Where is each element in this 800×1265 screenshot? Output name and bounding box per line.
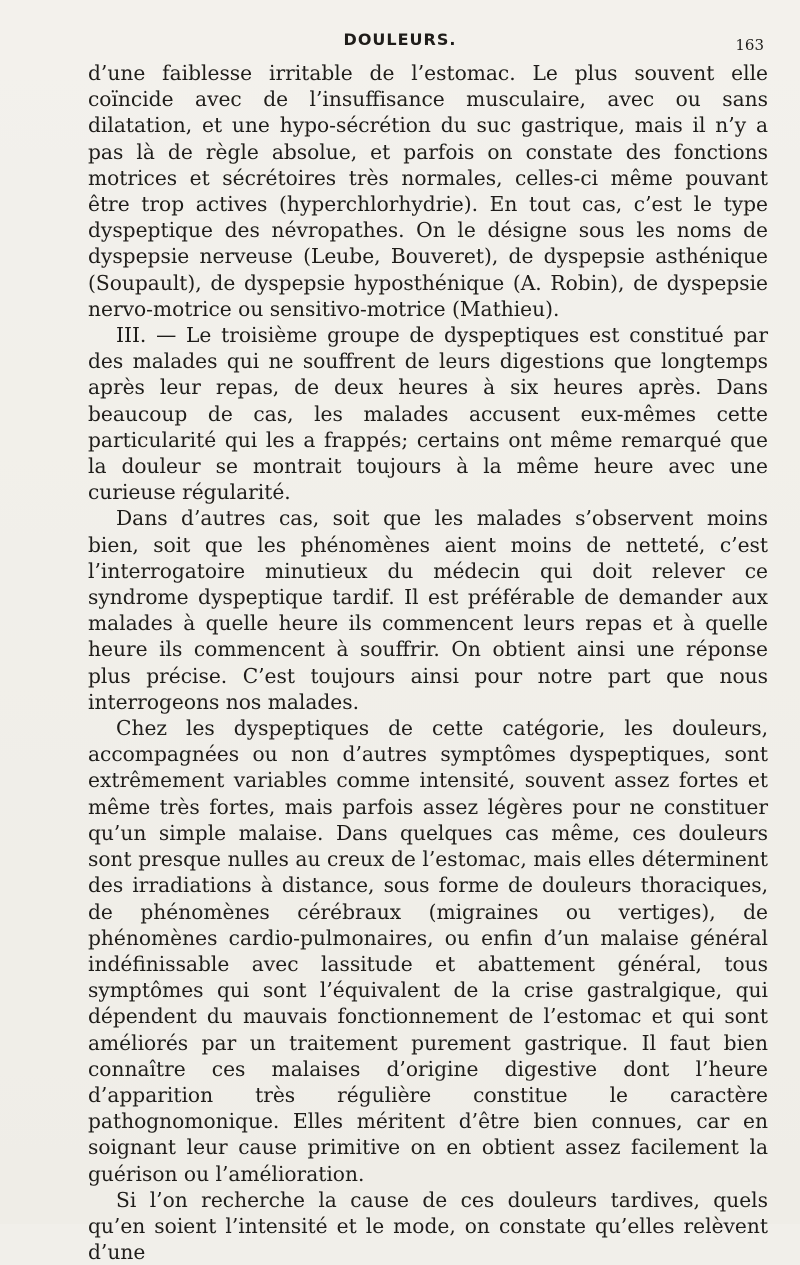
paragraph-1: d’une faiblesse irritable de l’estomac. Le plus souvent elle coïncide avec de l’insuffisance musculaire, avec ou sans dilatation, et une hypo-sécrétion du suc gastrique, mais il n’y a pas là de règle absolue, et parfois on constate des fonctions motrices et sécrétoires très normales, celles-ci même pouvant être trop actives (hyperchlorhydrie). En tout cas, c’est le type dyspeptique des névropathes. On le désigne sous les noms de dyspepsie nerveuse (Leube, Bouveret), de dyspepsie asthénique (Soupault), de dyspepsie hyposthénique (A. Robin), de dyspepsie nervo-motrice ou sensitivo-motrice (Mathieu). (88, 61, 768, 321)
running-title: DOULEURS. (343, 30, 457, 49)
paragraph-2: III. — Le troisième groupe de dyspeptiques est constitué par des malades qui ne souffrent de leurs digestions que longtemps après leur repas, de deux heures à six heures après. Dans beaucoup de cas, les malades accusent eux-mêmes cette particularité qui les a frappés; certains ont même remarqué que la douleur se montrait toujours à la même heure avec une curieuse régularité. (88, 323, 768, 505)
paragraph-3: Dans d’autres cas, soit que les malades s’observent moins bien, soit que les phénomènes aient moins de netteté, c’est l’interrogatoire minutieux du médecin qui doit relever ce syndrome dyspeptique tardif. Il est préférable de demander aux malades à quelle heure ils commencent leurs repas et à quelle heure ils commencent à souffrir. On obtient ainsi une réponse plus précise. C’est toujours ainsi pour notre part que nous interrogeons nos malades. (88, 506, 768, 714)
paragraph-4: Chez les dyspeptiques de cette catégorie, les douleurs, accompagnées ou non d’autres symptômes dyspeptiques, sont extrêmement variables comme intensité, souvent assez fortes et même très fortes, mais parfois assez légères pour ne constituer qu’un simple malaise. Dans quelques cas même, ces douleurs sont presque nulles au creux de l’estomac, mais elles déterminent des irradiations à distance, sous forme de douleurs thoraciques, de phénomènes cérébraux (migraines ou vertiges), de phénomènes cardio-pulmonaires, ou enfin d’un malaise général indéfinissable avec lassitude et abattement général, tous symptômes qui sont l’équivalent de la crise gastralgique, qui dépendent du mauvais fonctionnement de l’estomac et qui sont améliorés par un traitement purement gastrique. Il faut bien connaître ces malaises d’origine digestive dont l’heure d’apparition très régulière constitue le caractère pathognomonique. Elles méritent d’être bien connues, car en soignant leur cause primitive on en obtient assez facilement la guérison ou l’amélioration. (88, 716, 768, 1186)
page-header (0, 26, 800, 56)
body-text (88, 60, 768, 1265)
page-number: 163 (735, 36, 764, 54)
paragraph-5: Si l’on recherche la cause de ces douleurs tardives, quels qu’en soient l’intensité et le mode, on constate qu’elles relèvent d’une (88, 1187, 768, 1265)
